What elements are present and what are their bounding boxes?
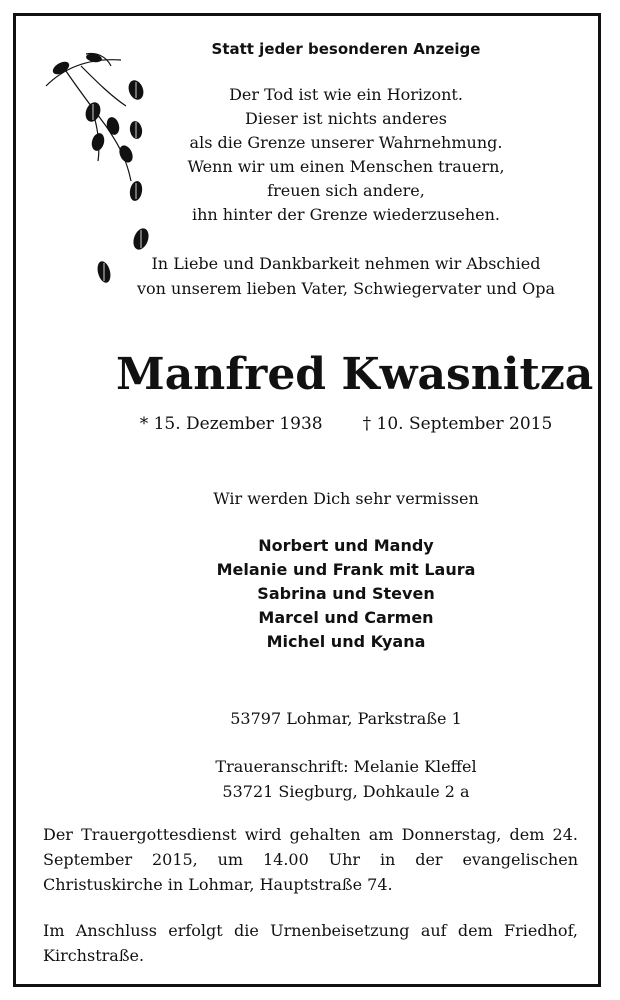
- intro-line: von unserem lieben Vater, Schwiegervater und Opa: [136, 279, 556, 298]
- mourning-address-line: 53721 Siegburg, Dohkaule 2 a: [222, 782, 470, 801]
- service-paragraph: Der Trauergottesdienst wird gehalten am Donnerstag, dem 24. September 2015, um 14.00 Uhr in der evangelischen Christuskirche in Lohmar, Hauptstraße 74.: [43, 825, 578, 894]
- family-member: Melanie und Frank mit Laura: [216, 560, 476, 579]
- family-member: Norbert und Mandy: [258, 536, 434, 555]
- family-member: Michel und Kyana: [266, 632, 426, 651]
- intro-line: In Liebe und Dankbarkeit nehmen wir Abschied: [151, 254, 541, 273]
- poem-line: als die Grenze unserer Wahrnehmung.: [189, 133, 503, 152]
- mourning-address-line: Traueranschrift: Melanie Kleffel: [215, 757, 477, 776]
- farewell-intro: [116, 251, 576, 301]
- death-date: † 10. September 2015: [362, 414, 553, 434]
- poem: [156, 83, 536, 227]
- deceased-name: Manfred Kwasnitza: [116, 349, 594, 400]
- family-list: [116, 534, 576, 654]
- obituary-frame: [13, 13, 601, 987]
- burial-paragraph: Im Anschluss erfolgt die Urnenbeisetzung auf dem Friedhof, Kirchstraße.: [43, 921, 578, 965]
- birth-date: * 15. Dezember 1938: [139, 414, 323, 434]
- poem-line: ihn hinter der Grenze wiederzusehen.: [191, 205, 501, 224]
- mourning-address: [116, 754, 576, 804]
- poem-line: Wenn wir um einen Menschen trauern,: [187, 157, 505, 176]
- announcement-heading: Statt jeder besonderen Anzeige: [211, 40, 481, 58]
- family-member: Sabrina und Steven: [257, 584, 435, 603]
- poem-line: Der Tod ist wie ein Horizont.: [229, 85, 463, 104]
- family-member: Marcel und Carmen: [258, 608, 434, 627]
- home-address: 53797 Lohmar, Parkstraße 1: [230, 709, 462, 728]
- poem-line: Dieser ist nichts anderes: [245, 109, 447, 128]
- poem-line: freuen sich andere,: [267, 181, 425, 200]
- life-dates: [116, 414, 576, 434]
- miss-you-line: Wir werden Dich sehr vermissen: [213, 489, 479, 508]
